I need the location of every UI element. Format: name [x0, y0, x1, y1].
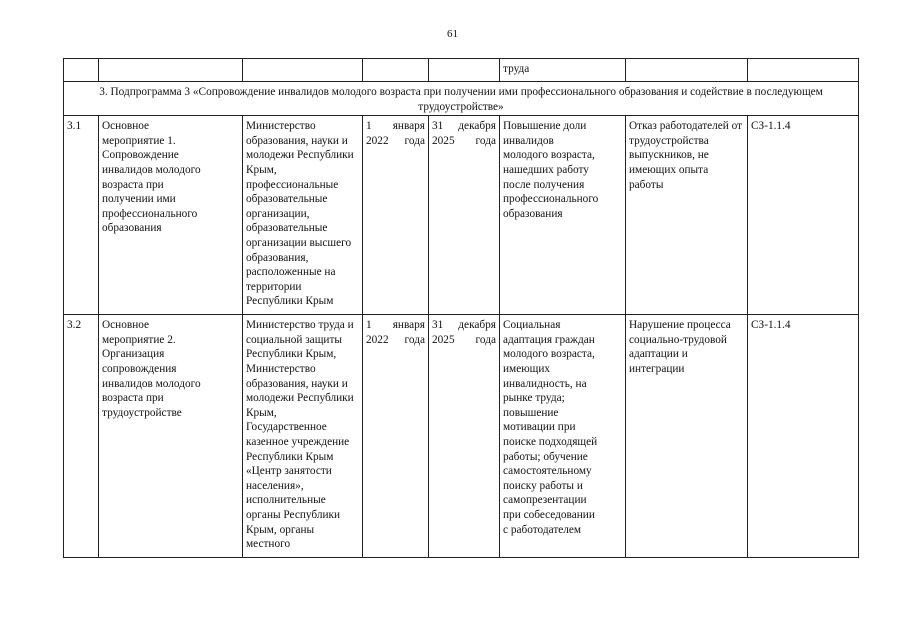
row-number: 3.2 — [64, 315, 99, 558]
end-date-cell: 31 декабря 2025 года — [429, 315, 500, 558]
risk-cell: Нарушение процесса социально-трудовой адаптации и интеграции — [626, 315, 748, 558]
start-date-cell: 1 января 2022 года — [363, 116, 429, 315]
start-date-cell: 1 января 2022 года — [363, 315, 429, 558]
executor-cell: Министерство образования, науки и молодежи Республики Крым, профессиональные образовательные организации, образовательные организации высшего образования, расположенные на территории Республики Крым — [243, 116, 363, 315]
row-number: 3.1 — [64, 116, 99, 315]
cell-result-continuation: труда — [500, 59, 626, 82]
cell-empty — [363, 59, 429, 82]
page-number: 61 — [447, 28, 458, 40]
result-cell: Повышение доли инвалидов молодого возраста, нашедших работу после получения профессионального образования — [500, 116, 626, 315]
executor-cell: Министерство труда и социальной защиты Республики Крым, Министерство образования, науки и молодежи Республики Крым, Государственное казенное учреждение Республики Крым «Центр занятости населения», исполнительные органы Республики Крым, органы местного — [243, 315, 363, 558]
table-row — [64, 315, 859, 558]
cell-empty — [243, 59, 363, 82]
risk-cell: Отказ работодателей от трудоустройства выпускников, не имеющих опыта работы — [626, 116, 748, 315]
table-row-continuation — [64, 59, 859, 82]
subprogram-heading: 3. Подпрограмма 3 «Сопровождение инвалидов молодого возраста при получении ими профессионального образования и содействие в последующем трудоустройстве» — [64, 82, 859, 116]
cell-empty — [99, 59, 243, 82]
cell-empty — [429, 59, 500, 82]
cell-empty — [626, 59, 748, 82]
program-table — [63, 58, 859, 558]
cell-empty — [748, 59, 859, 82]
cell-empty — [64, 59, 99, 82]
subprogram-heading-row — [64, 82, 859, 116]
code-cell: СЗ-1.1.4 — [748, 315, 859, 558]
activity-cell: Основное мероприятие 2. Организация сопровождения инвалидов молодого возраста при трудоустройстве — [99, 315, 243, 558]
activity-cell: Основное мероприятие 1. Сопровождение инвалидов молодого возраста при получении ими профессионального образования — [99, 116, 243, 315]
code-cell: СЗ-1.1.4 — [748, 116, 859, 315]
result-cell: Социальная адаптация граждан молодого возраста, имеющих инвалидность, на рынке труда; повышение мотивации при поиске подходящей работы; обучение самостоятельному поиску работы и самопрезентации при собеседовании с работодателем — [500, 315, 626, 558]
end-date-cell: 31 декабря 2025 года — [429, 116, 500, 315]
table-row — [64, 116, 859, 315]
